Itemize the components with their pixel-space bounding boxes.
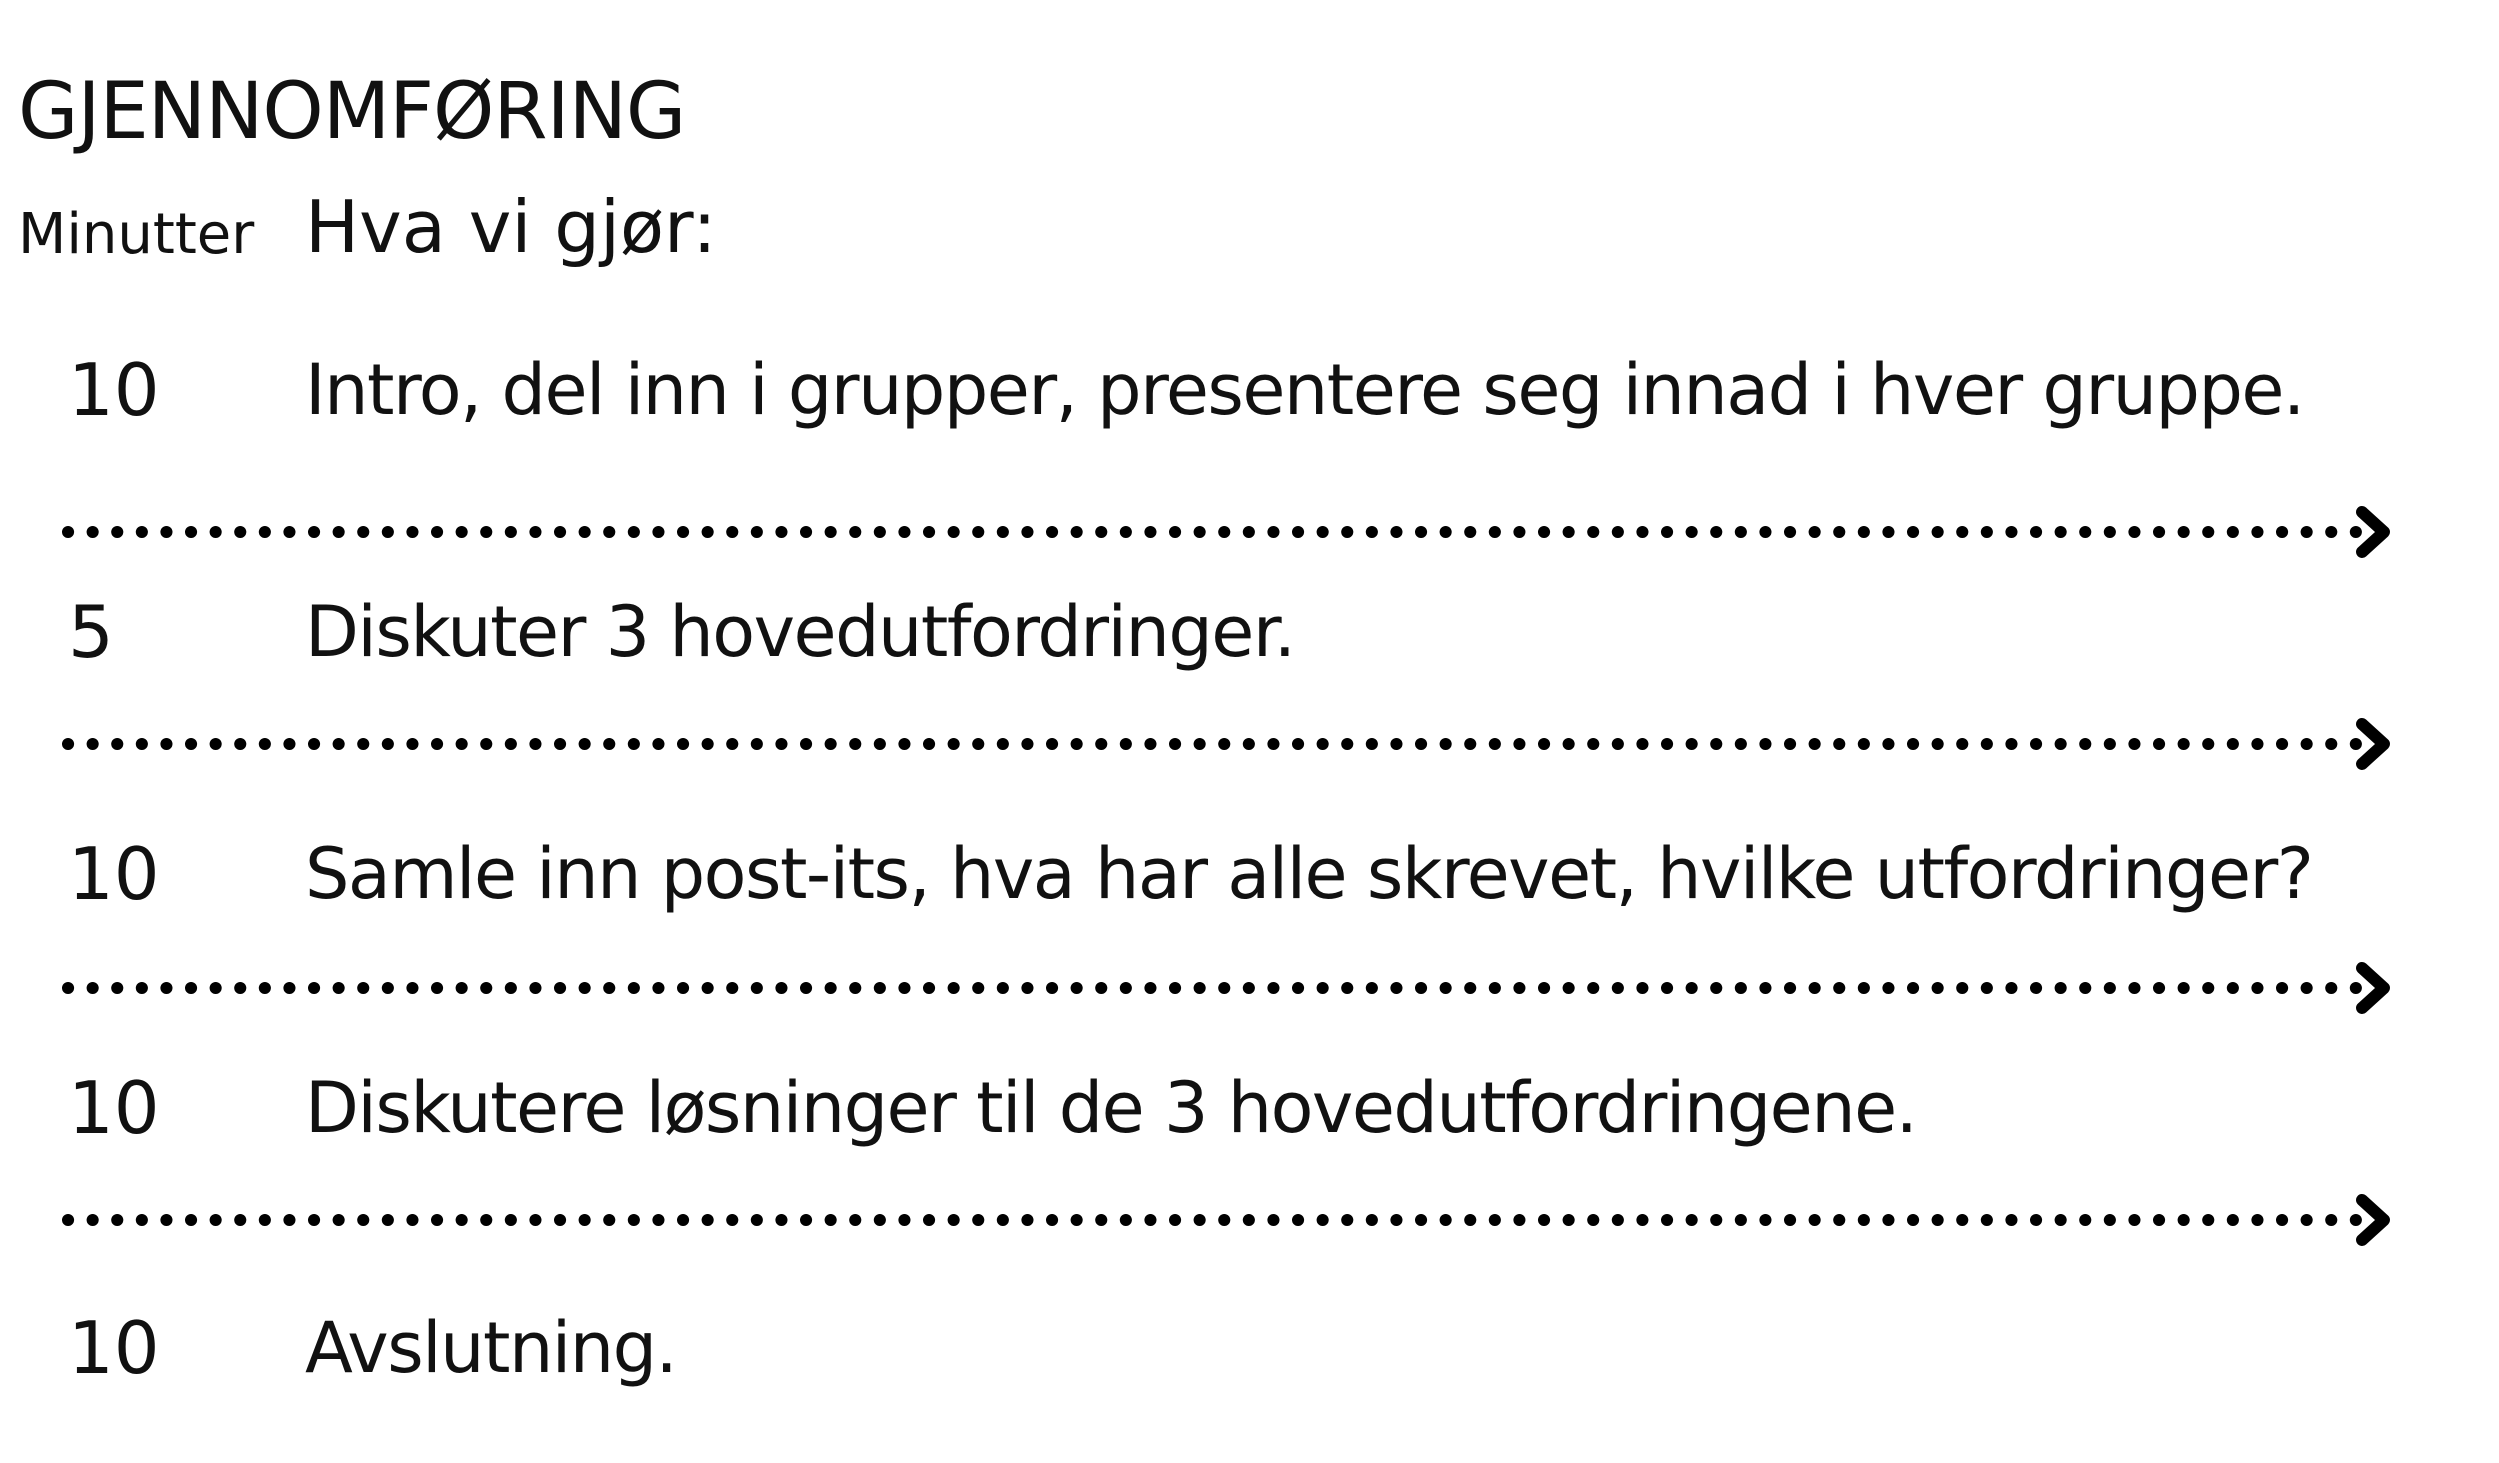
row-activity: Intro, del inn i grupper, presentere seg innad i hver gruppe. [305, 349, 2304, 431]
row-minutes: 5 [68, 590, 114, 674]
agenda-row [0, 824, 2499, 924]
activity-column-header: Hva vi gjør: [305, 185, 717, 269]
row-activity: Samle inn post-its, hva har alle skrevet, hvilke utfordringer? [305, 833, 2313, 915]
row-activity: Avslutning. [305, 1307, 677, 1389]
row-minutes: 10 [68, 1066, 160, 1150]
dotted-arrow-divider [62, 1192, 2402, 1248]
dotted-arrow-divider [62, 960, 2402, 1016]
agenda-row [0, 340, 2499, 440]
page-title: GJENNOMFØRING [18, 67, 686, 157]
row-activity: Diskuter 3 hovedutfordringer. [305, 591, 1295, 673]
minutes-column-header: Minutter [18, 202, 255, 267]
agenda-row [0, 582, 2499, 682]
agenda-row [0, 1058, 2499, 1158]
dotted-arrow-icon [62, 1192, 2402, 1248]
dotted-arrow-icon [62, 504, 2402, 560]
row-minutes: 10 [68, 1306, 160, 1390]
dotted-arrow-divider [62, 716, 2402, 772]
dotted-arrow-icon [62, 716, 2402, 772]
row-activity: Diskutere løsninger til de 3 hovedutfordringene. [305, 1067, 1917, 1149]
row-minutes: 10 [68, 832, 160, 916]
dotted-arrow-icon [62, 960, 2402, 1016]
agenda-row [0, 1298, 2499, 1398]
row-minutes: 10 [68, 348, 160, 432]
dotted-arrow-divider [62, 504, 2402, 560]
